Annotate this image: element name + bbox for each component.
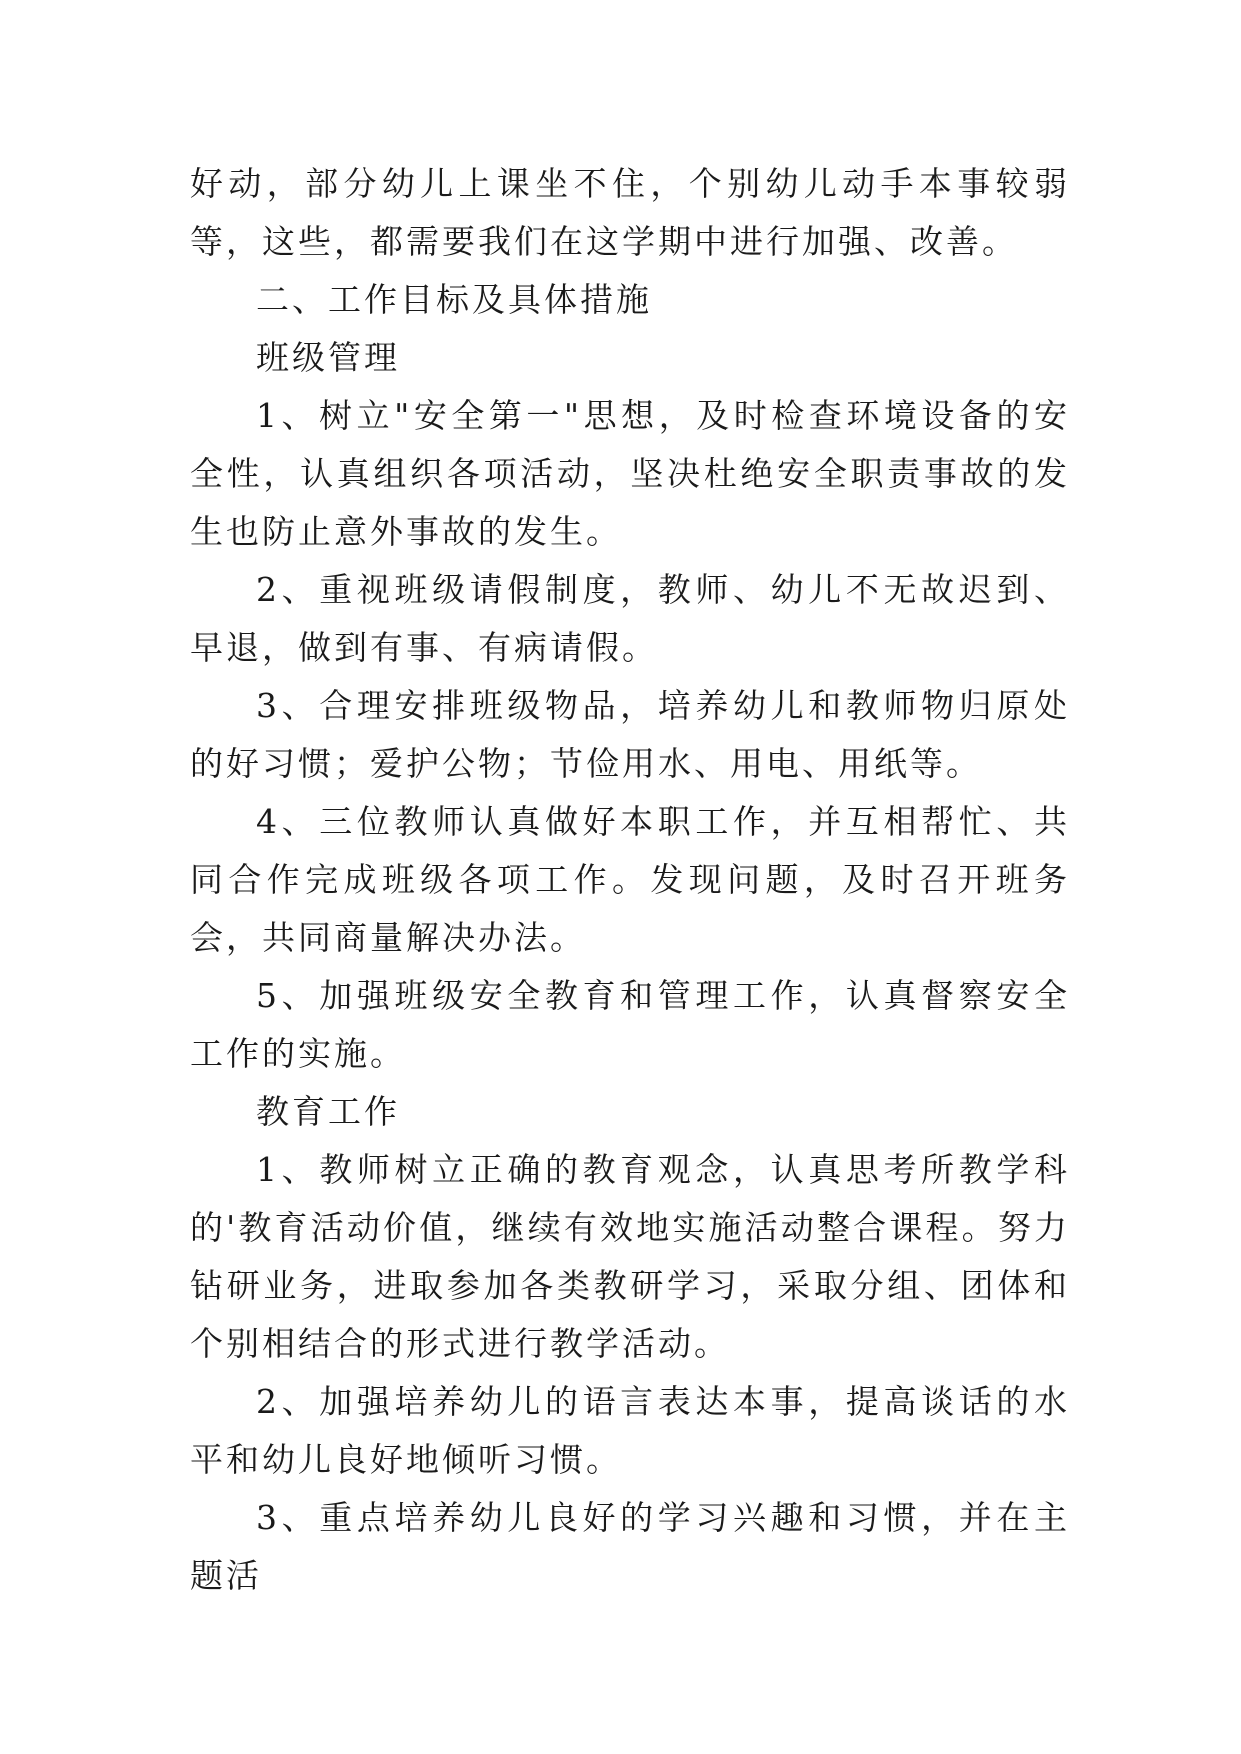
section-heading-goals: 二、工作目标及具体措施 bbox=[256, 280, 652, 319]
subheading-class-management: 班级管理 bbox=[256, 338, 400, 377]
subheading-education-work: 教育工作 bbox=[256, 1092, 400, 1131]
paragraph-item-3-items: 3、合理安排班级物品，培养幼儿和教师物归原处的好习惯；爱护公物；节俭用水、用电、用纸等。 bbox=[190, 686, 1070, 783]
paragraph-item-1-safety: 1、树立"安全第一"思想，及时检查环境设备的安全性，认真组织各项活动，坚决杜绝安全职责事故的发生也防止意外事故的发生。 bbox=[190, 396, 1070, 551]
paragraph-edu-item-3: 3、重点培养幼儿良好的学习兴趣和习惯，并在主题活 bbox=[190, 1498, 1070, 1595]
document-body bbox=[190, 155, 1070, 1605]
paragraph-continuation: 好动，部分幼儿上课坐不住，个别幼儿动手本事较弱等，这些，都需要我们在这学期中进行加强、改善。 bbox=[190, 164, 1070, 261]
paragraph-item-4-teachers: 4、三位教师认真做好本职工作，并互相帮忙、共同合作完成班级各项工作。发现问题，及时召开班务会，共同商量解决办法。 bbox=[190, 802, 1070, 957]
paragraph-item-5-safety-education: 5、加强班级安全教育和管理工作，认真督察安全工作的实施。 bbox=[190, 976, 1070, 1073]
paragraph-edu-item-1: 1、教师树立正确的教育观念，认真思考所教学科的'教育活动价值，继续有效地实施活动整合课程。努力钻研业务，进取参加各类教研学习，采取分组、团体和个别相结合的形式进行教学活动。 bbox=[190, 1150, 1070, 1363]
paragraph-edu-item-2: 2、加强培养幼儿的语言表达本事，提高谈话的水平和幼儿良好地倾听习惯。 bbox=[190, 1382, 1070, 1479]
paragraph-item-2-leave: 2、重视班级请假制度，教师、幼儿不无故迟到、早退，做到有事、有病请假。 bbox=[190, 570, 1070, 667]
